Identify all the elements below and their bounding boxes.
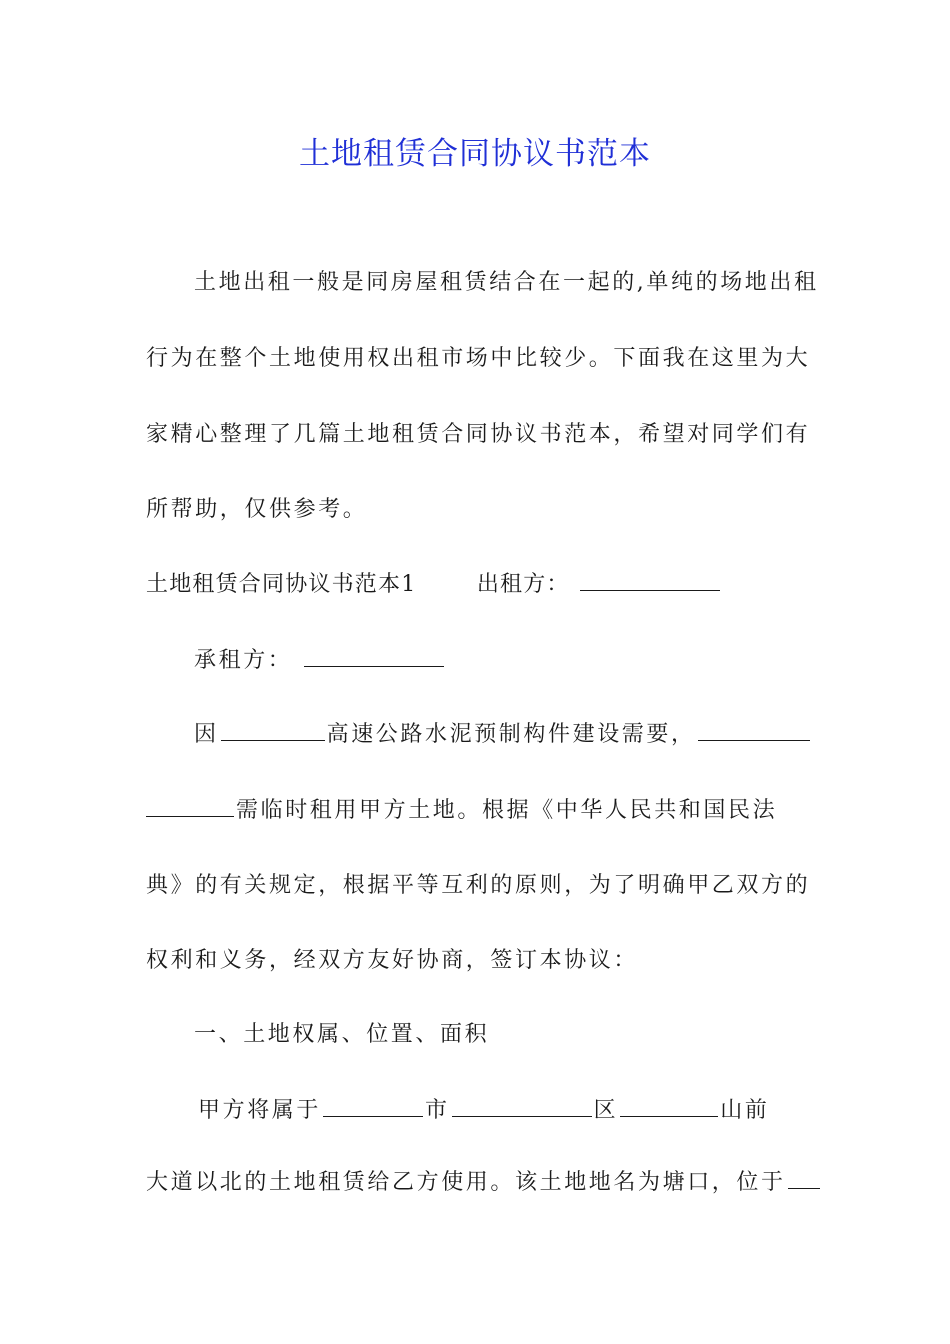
sample-heading-row [146, 570, 722, 600]
section-1-line-1 [198, 1096, 769, 1126]
party-blank-cont [146, 796, 234, 817]
section-1-heading: 一、土地权属、位置、面积 [194, 1022, 490, 1047]
lessee-blank [304, 646, 444, 667]
lessee-row [194, 646, 446, 676]
sample-heading: 土地租赁合同协议书范本1 [146, 572, 417, 597]
party-blank [698, 720, 810, 741]
preamble-line-2-text: 需临时租用甲方土地。根据《中华人民共和国民法 [236, 798, 778, 823]
district-blank [452, 1096, 592, 1117]
preamble-line-3: 典》的有关规定，根据平等互利的原则，为了明确甲乙双方的 [146, 873, 811, 898]
lessor-blank [580, 570, 720, 591]
project-blank [221, 720, 325, 741]
preamble-line-1 [194, 720, 812, 750]
document-title: 土地租赁合同协议书范本 [299, 136, 651, 172]
section-1-text-d: 山前 [720, 1098, 770, 1123]
preamble-line-2 [146, 796, 777, 826]
intro-line-3: 家精心整理了几篇土地租赁合同协议书范本，希望对同学们有 [146, 422, 811, 447]
preamble-line-4: 权利和义务，经双方友好协商，签订本协议： [146, 948, 639, 973]
intro-line-1: 土地出租一般是同房屋租赁结合在一起的,单纯的场地出租 [194, 270, 819, 295]
section-1-line-2 [146, 1168, 822, 1198]
preamble-p1-start: 因 [194, 722, 219, 747]
location-blank [788, 1168, 820, 1189]
preamble-p1-mid: 高速公路水泥预制构件建设需要， [326, 722, 696, 747]
section-1-text-c: 区 [593, 1098, 619, 1123]
intro-line-2: 行为在整个土地使用权出租市场中比较少。下面我在这里为大 [146, 346, 811, 371]
lessor-label: 出租方： [476, 572, 570, 597]
city-blank [323, 1096, 423, 1117]
area-blank [620, 1096, 718, 1117]
section-1-text-a: 甲方将属于 [198, 1098, 322, 1123]
section-1-text-b: 市 [425, 1098, 450, 1123]
lessee-label: 承租方： [194, 648, 293, 673]
section-1-line-2-text: 大道以北的土地租赁给乙方使用。该土地地名为塘口，位于 [146, 1170, 786, 1195]
intro-line-4: 所帮助，仅供参考。 [146, 497, 368, 522]
